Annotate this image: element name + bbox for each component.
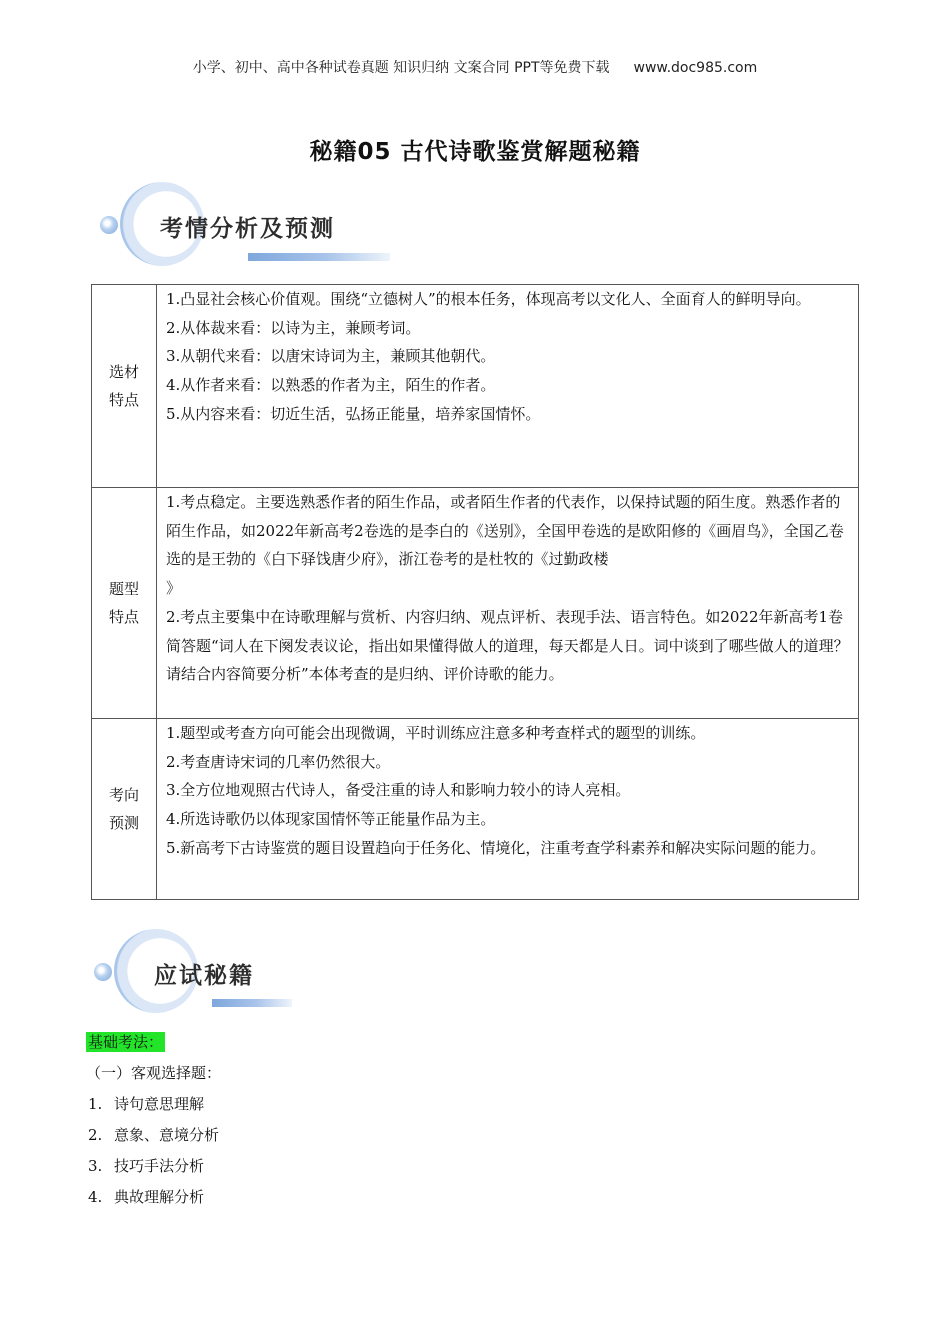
table-item: 1.考点稳定。主要选熟悉作者的陌生作品，或者陌生作者的代表作，以保持试题的陌生度。熟悉作者的陌生作品，如2022年新高考2卷选的是李白的《送别》，全国甲卷选的是欧阳修的《画眉鸟》，全国乙卷选的是王勃的《白下驿饯唐少府》，浙江卷考的是杜牧的《过勤政楼 — [166, 493, 844, 569]
banner-label: 考情分析及预测 — [160, 216, 335, 242]
table-item: 2.从体裁来看：以诗为主，兼顾考词。 — [166, 318, 421, 337]
list-number: 1. — [88, 1095, 103, 1113]
banner-underline — [212, 999, 292, 1007]
category-line: 预测 — [108, 814, 139, 832]
banner-dot-icon — [100, 216, 118, 234]
table-item: 1.题型或考查方向可能会出现微调，平时训练应注意多种考查样式的题型的训练。 — [166, 724, 706, 742]
list-text: 诗句意思理解 — [114, 1095, 205, 1113]
banner-dot-icon — [94, 963, 112, 981]
highlight-line — [86, 1027, 221, 1058]
table-item: 1.凸显社会核心价值观。围绕“立德树人”的根本任务，体现高考以文化人、全面育人的鲜明导向。 — [166, 290, 811, 308]
table-row — [92, 719, 859, 900]
category-line: 题型 — [108, 580, 139, 598]
category-cell — [92, 285, 157, 488]
content-cell — [157, 285, 859, 488]
table-item: 5.从内容来看：切近生活，弘扬正能量，培养家国情怀。 — [166, 404, 541, 423]
content-cell — [157, 488, 859, 719]
table-row — [92, 488, 859, 719]
banner-label: 应试秘籍 — [154, 963, 254, 989]
category-cell — [92, 488, 157, 719]
list-number: 3. — [88, 1157, 103, 1175]
category-line: 特点 — [108, 391, 139, 409]
header-site-link[interactable]: www.doc985.com — [633, 60, 758, 76]
banner-underline — [248, 253, 390, 261]
list-number: 2. — [88, 1126, 103, 1144]
section-banner-tips — [92, 925, 302, 1015]
category-line: 特点 — [108, 608, 139, 626]
list-number: 4. — [88, 1188, 103, 1206]
table-item: 4.所选诗歌仍以体现家国情怀等正能量作品为主。 — [166, 810, 496, 829]
category-line: 选材 — [108, 363, 139, 381]
table-item: 3.全方位地观照古代诗人，备受注重的诗人和影响力较小的诗人亮相。 — [166, 781, 631, 800]
content-cell — [157, 719, 859, 900]
exam-analysis-table — [91, 284, 859, 900]
list-text: 技巧手法分析 — [114, 1157, 205, 1175]
list-item — [86, 1120, 221, 1151]
category-line: 考向 — [108, 786, 139, 804]
list-text: 意象、意境分析 — [114, 1126, 220, 1144]
list-item — [86, 1151, 221, 1182]
table-item: 5.新高考下古诗鉴赏的题目设置趋向于任务化、情境化，注重考查学科素养和解决实际问题的能力。 — [166, 838, 826, 857]
document-title: 秘籍05 古代诗歌鉴赏解题秘籍 — [309, 139, 641, 165]
table-item: 4.从作者来看：以熟悉的作者为主，陌生的作者。 — [166, 376, 496, 395]
section-banner-analysis — [98, 178, 398, 268]
table-item: 3.从朝代来看：以唐宋诗词为主，兼顾其他朝代。 — [166, 347, 496, 366]
header-text: 小学、初中、高中各种试卷真题 知识归纳 文案合同 PPT等免费下载 — [192, 60, 610, 76]
highlight-label: 基础考法： — [88, 1033, 164, 1051]
list-item — [86, 1089, 221, 1120]
category-cell — [92, 719, 157, 900]
subheading: （一）客观选择题： — [86, 1064, 222, 1082]
table-item: 》 — [166, 579, 182, 598]
list-text: 典故理解分析 — [114, 1188, 205, 1206]
table-item: 2.考查唐诗宋词的几率仍然很大。 — [166, 752, 391, 771]
table-row — [92, 285, 859, 488]
page-header — [0, 57, 950, 77]
list-item — [86, 1182, 221, 1213]
basic-methods-section — [86, 1027, 221, 1213]
table-item: 2.考点主要集中在诗歌理解与赏析、内容归纳、观点评析、表现手法、语言特色。如2022年新高考1卷简答题“词人在下阕发表议论，指出如果懂得做人的道理，每天都是人日。词中谈到了哪些做人的道理？请结合内容简要分析”本体考查的是归纳、评价诗歌的能力。 — [166, 607, 849, 684]
